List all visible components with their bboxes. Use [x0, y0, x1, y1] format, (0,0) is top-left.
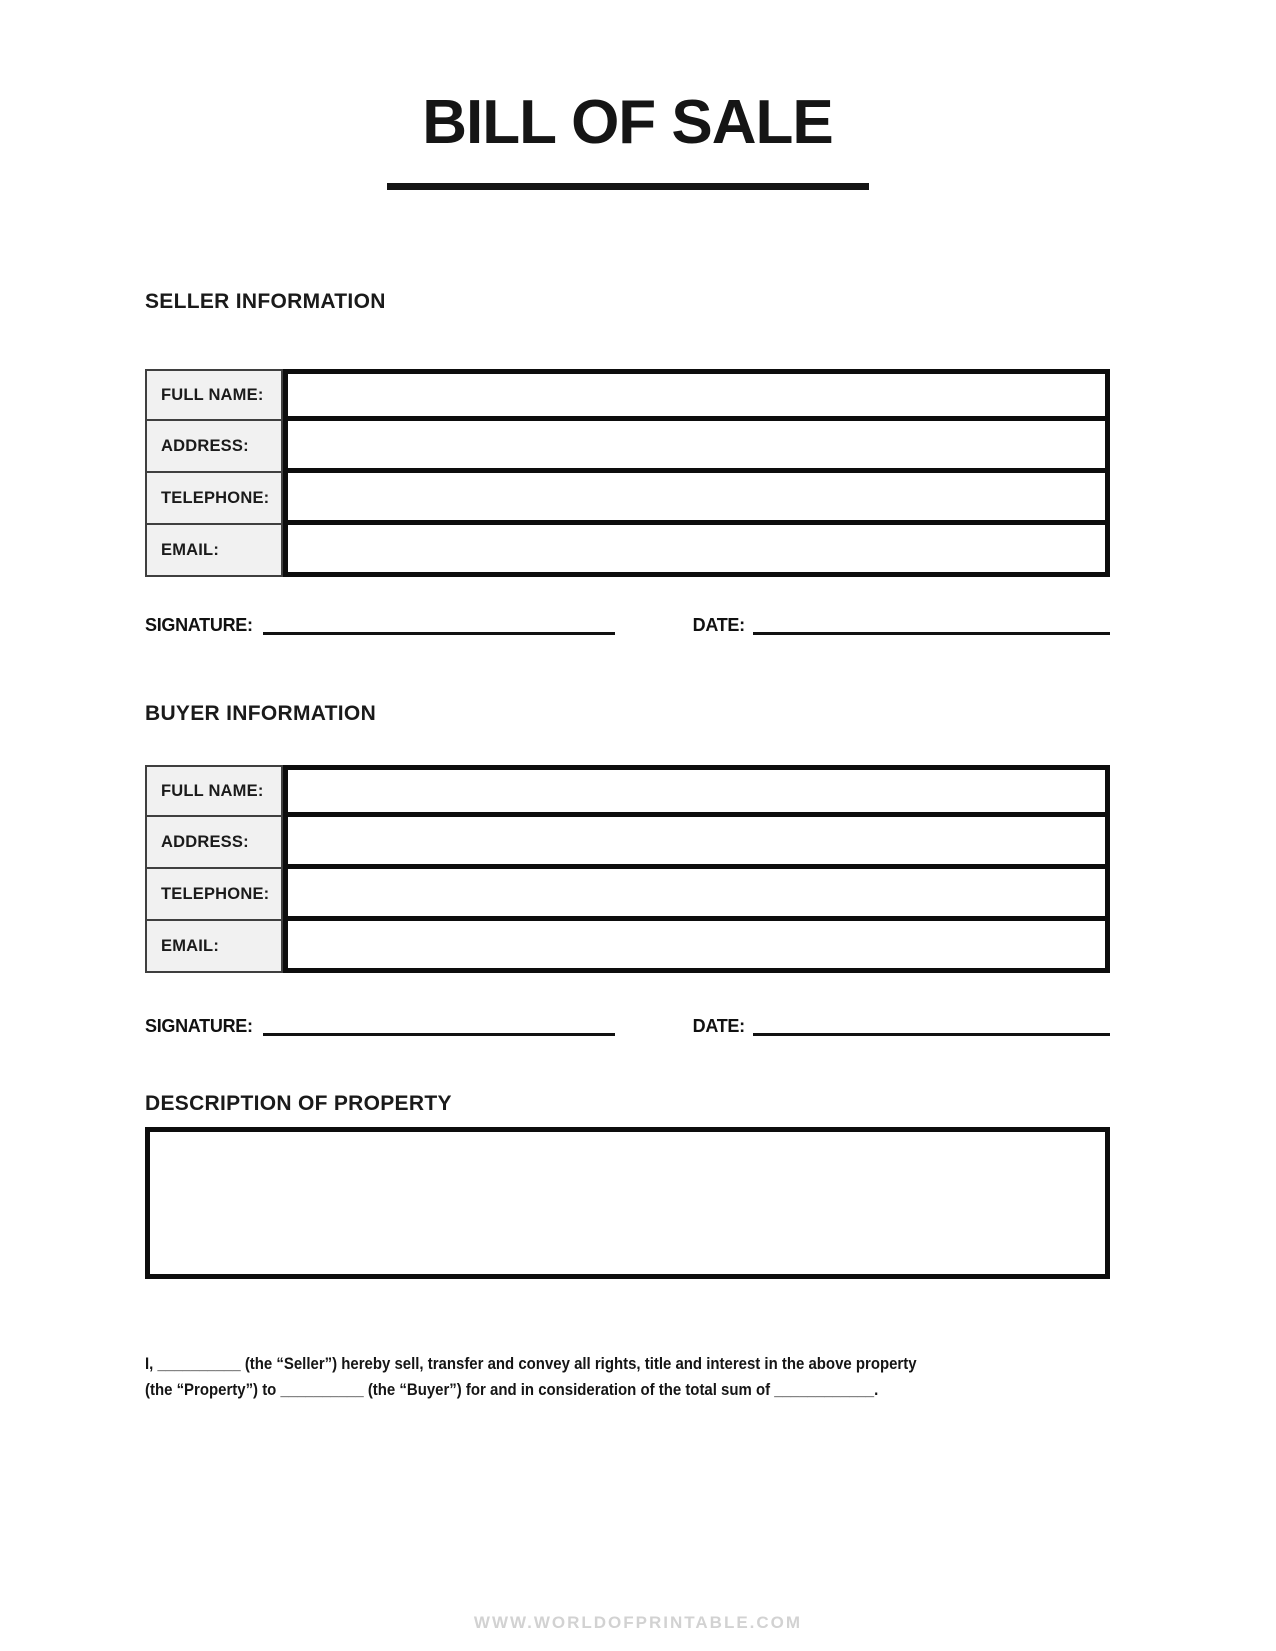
property-section-heading: DESCRIPTION OF PROPERTY: [145, 1092, 452, 1116]
buyer-address-label: ADDRESS:: [145, 817, 283, 869]
buyer-date-line[interactable]: [753, 1018, 1110, 1036]
seller-date-line[interactable]: [753, 617, 1110, 635]
seller-signature-row: [145, 613, 1110, 635]
buyer-signature-row: [145, 1014, 1110, 1036]
buyer-email-input[interactable]: [283, 921, 1110, 973]
seller-telephone-label: TELEPHONE:: [145, 473, 283, 525]
buyer-signature-line[interactable]: [263, 1018, 615, 1036]
declaration-paragraph: [145, 1351, 1110, 1403]
title-underline: [387, 183, 869, 190]
buyer-full-name-label: FULL NAME:: [145, 765, 283, 817]
buyer-telephone-label: TELEPHONE:: [145, 869, 283, 921]
seller-signature-label: SIGNATURE:: [145, 615, 253, 636]
seller-telephone-input[interactable]: [283, 473, 1110, 525]
buyer-email-label: EMAIL:: [145, 921, 283, 973]
seller-address-label: ADDRESS:: [145, 421, 283, 473]
buyer-date-label: DATE:: [692, 1016, 745, 1037]
seller-email-label: EMAIL:: [145, 525, 283, 577]
document-content: [145, 0, 1110, 1403]
seller-section-heading: SELLER INFORMATION: [145, 290, 386, 314]
seller-address-input[interactable]: [283, 421, 1110, 473]
buyer-signature-label: SIGNATURE:: [145, 1016, 253, 1037]
seller-full-name-label: FULL NAME:: [145, 369, 283, 421]
buyer-telephone-input[interactable]: [283, 869, 1110, 921]
footer-website: WWW.WORLDOFPRINTABLE.COM: [473, 1613, 803, 1632]
seller-info-table: [145, 369, 1110, 577]
seller-full-name-input[interactable]: [283, 369, 1110, 421]
seller-date-label: DATE:: [692, 615, 745, 636]
title-block: [145, 88, 1110, 190]
seller-email-input[interactable]: [283, 525, 1110, 577]
buyer-info-table: [145, 765, 1110, 973]
document-title: BILL OF SALE: [422, 88, 833, 157]
declaration-line-1: I, __________ (the “Seller”) hereby sell, transfer and convey all rights, title and interest in the above property: [145, 1354, 917, 1374]
buyer-address-input[interactable]: [283, 817, 1110, 869]
seller-signature-line[interactable]: [263, 617, 615, 635]
buyer-section-heading: BUYER INFORMATION: [145, 702, 377, 726]
buyer-full-name-input[interactable]: [283, 765, 1110, 817]
declaration-line-2: (the “Property”) to __________ (the “Buyer”) for and in consideration of the total sum of ____________.: [145, 1380, 879, 1400]
property-description-input[interactable]: [145, 1127, 1110, 1279]
